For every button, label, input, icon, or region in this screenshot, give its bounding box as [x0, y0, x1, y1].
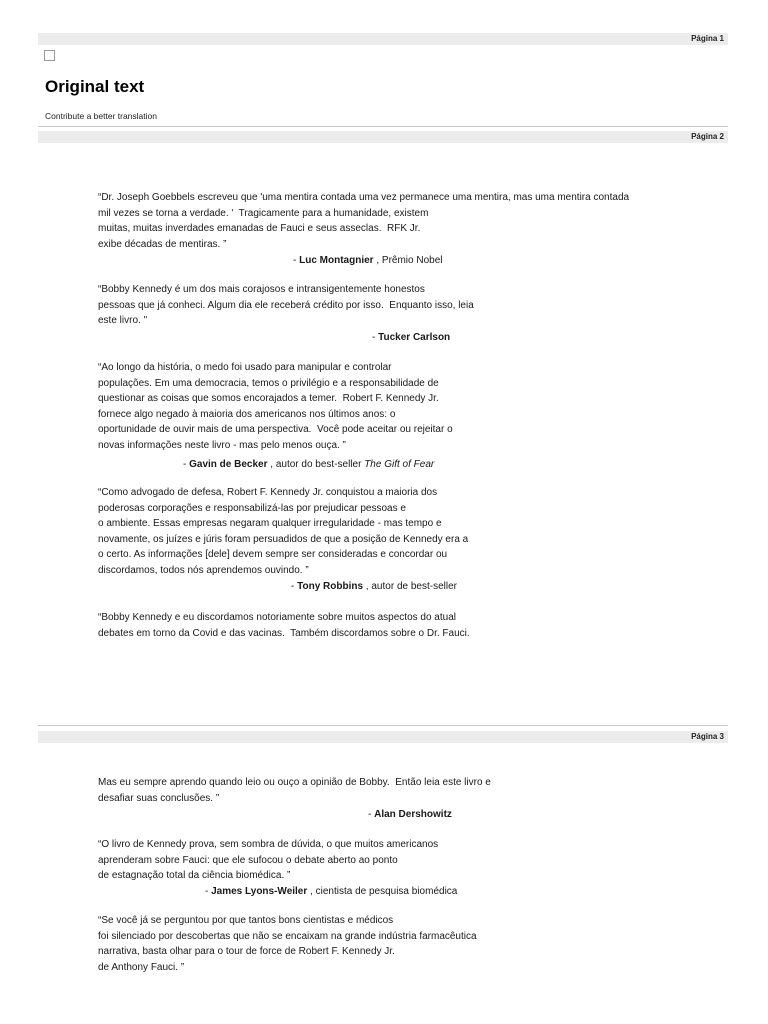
quote-line: de estagnação total da ciência biomédica. ”: [98, 870, 291, 882]
quote-line: “Dr. Joseph Goebbels escreveu que 'uma mentira contada uma vez permanece uma mentira, mas uma mentira contada: [98, 192, 630, 203]
quote-line: debates em torno da Covid e das vacinas. Também discordamos sobre o Dr. Fauci.: [98, 627, 470, 639]
quote-attribution: [205, 885, 457, 899]
quote-block: [98, 282, 474, 329]
attribution-dash: -: [291, 581, 298, 592]
quote-block: [98, 360, 453, 454]
attribution-suffix: , Prêmio Nobel: [373, 255, 443, 266]
quote-line: foi silenciado por descobertas que não se encaixam na grande indústria farmacêutica: [98, 930, 477, 942]
page-label-2: Página 2: [38, 131, 728, 143]
page-label-3: Página 3: [38, 731, 728, 743]
attribution-name: Alan Dershowitz: [374, 809, 452, 820]
quote-line: mil vezes se torna a verdade. ' Tragicamente para a humanidade, existem: [98, 207, 429, 219]
quote-line: “Bobby Kennedy é um dos mais corajosos e intransigentemente honestos: [98, 284, 425, 295]
quote-line: “Se você já se perguntou por que tantos bons cientistas e médicos: [98, 915, 394, 926]
quote-line: pessoas que já conheci. Algum dia ele receberá crédito por isso. Enquanto isso, leia: [98, 299, 474, 311]
quote-line: poderosas corporações e responsabilizá-las por prejudicar pessoas e: [98, 502, 406, 514]
quote-line: fornece algo negado à maioria dos americanos nos últimos anos: o: [98, 408, 396, 420]
quote-line: oportunidade de ouvir mais de uma perspectiva. Você pode aceitar ou rejeitar o: [98, 424, 453, 436]
attribution-dash: -: [293, 255, 300, 266]
quote-line: Mas eu sempre aprendo quando leio ou ouço a opinião de Bobby. Então leia este livro e: [98, 777, 491, 788]
quote-attribution: [368, 808, 452, 822]
quote-attribution: [183, 458, 434, 472]
quote-attribution: [293, 254, 442, 268]
attribution-suffix: , autor do best-seller: [267, 459, 365, 470]
quote-attribution: [372, 331, 450, 345]
quote-line: “Bobby Kennedy e eu discordamos notoriamente sobre muitos aspectos do atual: [98, 612, 456, 623]
quote-attribution: [291, 580, 457, 594]
quote-line: aprenderam sobre Fauci: que ele sufocou o debate aberto ao ponto: [98, 854, 398, 866]
attribution-suffix: , autor de best-seller: [363, 581, 457, 592]
select-checkbox[interactable]: [44, 50, 55, 61]
quote-line: o ambiente. Essas empresas negaram qualquer irregularidade - mas tempo e: [98, 518, 442, 530]
quote-block: [98, 913, 477, 975]
quote-line: desafiar suas conclusões. ”: [98, 792, 220, 804]
page-title: Original text: [45, 77, 145, 96]
quote-line: discordamos, todos nós aprendemos ouvindo. ”: [98, 564, 309, 576]
quote-line: novamente, os juízes e júris foram persuadidos de que a posição de Kennedy era a: [98, 533, 469, 545]
quote-line: “Como advogado de defesa, Robert F. Kennedy Jr. conquistou a maioria dos: [98, 487, 438, 498]
attribution-name: James Lyons-Weiler: [211, 886, 308, 897]
attribution-name: Gavin de Becker: [189, 459, 268, 470]
quote-line: questionar as coisas que somos encorajados a temer. Robert F. Kennedy Jr.: [98, 393, 439, 405]
quote-block: [98, 190, 629, 252]
page-divider: [38, 725, 728, 726]
quote-line: muitas, muitas inverdades emanadas de Fauci e seus asseclas. RFK Jr.: [98, 223, 421, 235]
quote-line: este livro. ": [98, 315, 148, 327]
attribution-dash: -: [205, 886, 212, 897]
quote-line: populações. Em uma democracia, temos o privilégio e a responsabilidade de: [98, 377, 439, 389]
attribution-suffix: , cientista de pesquisa biomédica: [307, 886, 458, 897]
attribution-name: Tony Robbins: [297, 581, 364, 592]
quote-line: “O livro de Kennedy prova, sem sombra de dúvida, o que muitos americanos: [98, 839, 439, 850]
attribution-name: Tucker Carlson: [378, 332, 451, 343]
page-label-1: Página 1: [38, 33, 728, 45]
quote-line: de Anthony Fauci. ”: [98, 961, 185, 973]
attribution-dash: -: [368, 809, 375, 820]
page-divider: [38, 126, 728, 127]
quote-block: [98, 610, 470, 641]
attribution-dash: -: [183, 459, 190, 470]
quote-line: novas informações neste livro - mas pelo menos ouça. ”: [98, 439, 346, 451]
attribution-book-title: The Gift of Fear: [364, 459, 435, 470]
attribution-name: Luc Montagnier: [299, 255, 374, 266]
contribute-translation-link[interactable]: Contribute a better translation: [45, 111, 157, 121]
quote-line: o certo. As informações [dele] devem sempre ser consideradas e concordar ou: [98, 549, 448, 561]
attribution-dash: -: [372, 332, 379, 343]
quote-line: “Ao longo da história, o medo foi usado para manipular e controlar: [98, 362, 392, 373]
quote-line: exibe décadas de mentiras. ”: [98, 238, 227, 250]
quote-block: [98, 485, 468, 579]
quote-block: [98, 775, 491, 806]
quote-block: [98, 837, 438, 884]
quote-line: narrativa, basta olhar para o tour de force de Robert F. Kennedy Jr.: [98, 946, 395, 958]
